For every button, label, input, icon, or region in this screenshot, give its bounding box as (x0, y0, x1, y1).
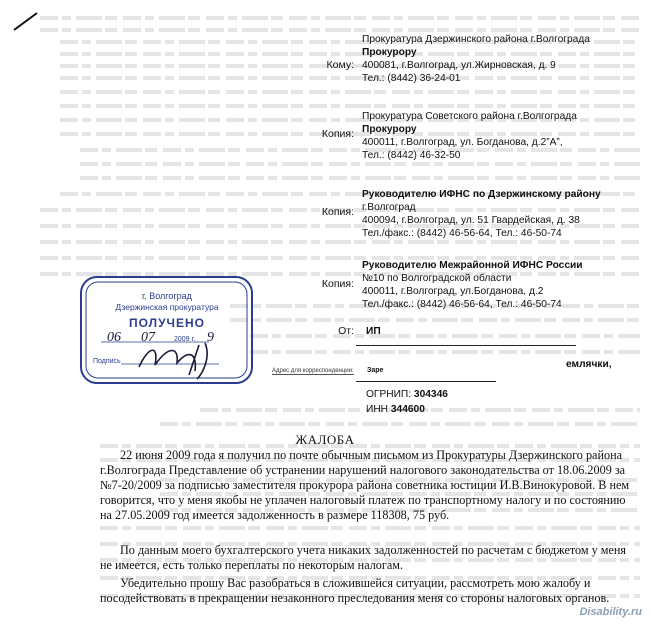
paragraph-1: 22 июня 2009 года я получил по почте обычным письмом из Прокуратуры Дзержинского района г.Волгограда Представление об устранении нарушений налогового законодательства от 18.06.2009 за №7-20/2009 за подписью заместителя прокурора района советника юстиции И.В.Винокуровой. В нем говорится, что у меня якобы не уплачен налоговый платеж по транспортному налогу и по состоянию на 27.05.2009 год имеется задолженность в размере 118308, 75 руб. (100, 448, 630, 522)
copy1-line-1: Прокуратура Советского района г.Волгограда (362, 111, 577, 122)
copy3-label: Копия: (321, 278, 354, 290)
inn-label: ИНН (366, 404, 391, 415)
separator-line (356, 345, 576, 346)
watermark: Disability.ru (579, 606, 642, 618)
to-label: Кому: (326, 59, 354, 71)
paragraph-3: Убедительно прошу Вас разобраться в сложившейся ситуации, рассмотреть мою жалобу и посодействовать в прекращении незаконного преследования меня со стороны налоговых органов. (100, 576, 610, 605)
copy2-line-4: Тел./факс.: (8442) 46-56-64, Тел.: 46-50-74 (362, 228, 562, 239)
stamp-office: Дзержинская прокуратура (115, 302, 219, 312)
stamp-date-suffix: 9 (207, 330, 214, 345)
separator-line-2 (356, 381, 496, 382)
inn-line (366, 403, 425, 416)
pen-mark (0, 0, 60, 40)
stamp-month: 07 (141, 330, 155, 345)
stamp-sign-label: Подпись (93, 358, 121, 365)
stamp-year: 2009 г. (174, 336, 196, 343)
received-stamp (79, 275, 254, 385)
to-line-2: Прокурору (362, 47, 417, 58)
to-line-1: Прокуратура Дзержинского района г.Волгограда (362, 34, 590, 45)
copy3-line-2: №10 по Волгоградской области (362, 273, 512, 284)
ogrnip-value: 304346 (413, 389, 448, 400)
address-end: емлячки, (566, 359, 612, 370)
copy2-line-3: 400094, г.Волгоград, ул. 51 Гвардейская, д. 38 (362, 215, 580, 226)
stamp-signature (139, 343, 207, 379)
inn-value: 344600 (390, 404, 425, 415)
stamp-day: 06 (107, 330, 121, 345)
copy1-label: Копия: (321, 128, 354, 140)
copy3-line-1-bold: Руководителю Межрайонной ИФНС России (362, 260, 583, 271)
paragraph-2: По данным моего бухгалтерского учета никаких задолженностей по расчетам с бюджетом у меня не имеется, есть только переплаты по некоторым налогам. (100, 543, 627, 572)
sender-name: ИП (366, 326, 381, 337)
from-label: От: (338, 325, 354, 337)
copy2-line-1-bold: Руководителю ИФНС по Дзержинскому району (362, 189, 601, 200)
stamp-received: ПОЛУЧЕНО (129, 316, 205, 330)
copy1-line-3: 400011, г.Волгоград, ул. Богданова, д.2”А”, (362, 137, 563, 148)
copy1-line-2: Прокурору (362, 124, 417, 135)
copy3-line-4: Тел./факс.: (8442) 46-56-64, Тел.: 46-50-74 (362, 299, 562, 310)
ogrnip-line (366, 388, 448, 401)
ogrnip-label: ОГРНИП: (366, 389, 414, 400)
document-title: ЖАЛОБА (295, 432, 355, 447)
copy1-line-4: Тел.: (8442) 46-32-50 (362, 150, 461, 161)
copy2-label: Копия: (321, 206, 354, 218)
address-note: Адрес для корреспонденции: (272, 368, 354, 374)
copy2-line-2: г.Волгоград (362, 202, 416, 213)
copy3-line-3: 400011, г.Волгоград, ул.Богданова, д.2 (362, 286, 544, 297)
stamp-city: г. Волгоград (142, 291, 192, 301)
to-line-3: 400081, г.Волгоград, ул.Жирновская, д. 9 (362, 60, 556, 71)
to-line-4: Тел.: (8442) 36-24-01 (362, 73, 461, 84)
address-start: Заре (367, 367, 384, 374)
